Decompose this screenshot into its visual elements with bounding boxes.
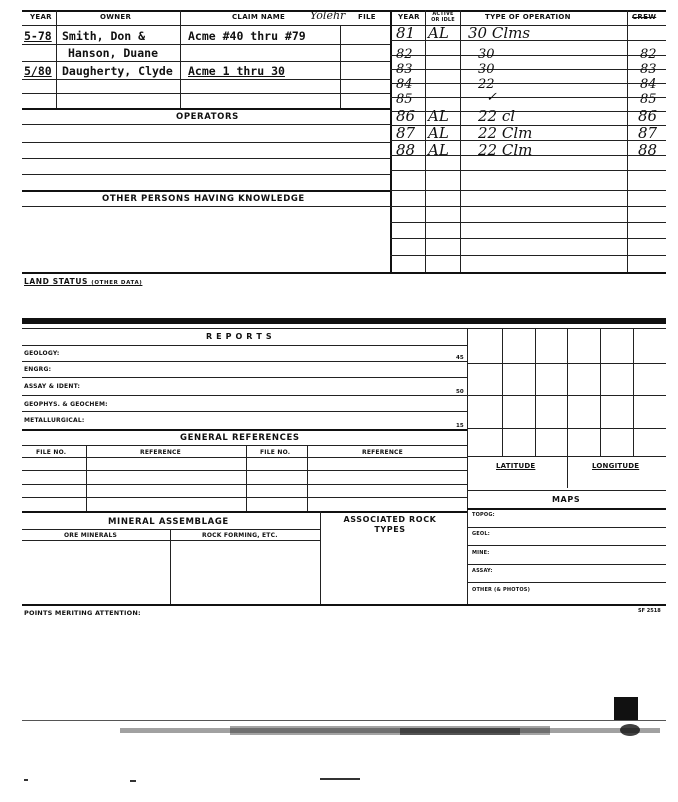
- owner-row-1-owner: Smith, Don &: [62, 29, 146, 43]
- report-metallurgical-num: 15: [456, 423, 464, 429]
- latitude-label: LATITUDE: [496, 462, 536, 470]
- op-8-year: 88: [396, 141, 416, 159]
- op-1-active: AL: [428, 24, 449, 42]
- header-file-handwritten: Yolehr: [310, 9, 346, 22]
- op-6-year: 86: [396, 107, 416, 125]
- op-7-active: AL: [428, 124, 449, 142]
- header-claim-name: CLAIM NAME: [232, 13, 286, 21]
- ref-header-file-no-2: FILE NO.: [260, 449, 291, 456]
- owner-row-3-owner: Daugherty, Clyde: [62, 64, 173, 78]
- op-1-type: 30 Clms: [468, 24, 531, 42]
- op-8-crew: 88: [638, 141, 658, 159]
- op-4-crew: 84: [640, 77, 657, 92]
- maps-other: OTHER (& PHOTOS): [472, 587, 531, 593]
- op-6-active: AL: [428, 107, 449, 125]
- ref-header-reference-2: REFERENCE: [362, 449, 403, 456]
- section-other-persons: OTHER PERSONS HAVING KNOWLEDGE: [102, 194, 305, 204]
- op-1-year: 81: [396, 24, 416, 42]
- op-2-crew: 82: [640, 47, 657, 62]
- op-7-year: 87: [396, 124, 416, 142]
- report-geology: GEOLOGY:: [24, 350, 60, 357]
- report-geology-num: 45: [456, 355, 464, 361]
- form-code: SF 2518: [638, 608, 661, 614]
- section-mineral-assemblage: MINERAL ASSEMBLAGE: [108, 517, 229, 527]
- op-6-type: 22 cl: [478, 107, 516, 125]
- owner-row-3-claim: Acme 1 thru 30: [188, 64, 285, 78]
- section-operators: OPERATORS: [176, 112, 239, 122]
- op-2-year: 82: [396, 47, 413, 62]
- op-6-crew: 86: [638, 107, 658, 125]
- report-assay: ASSAY & IDENT:: [24, 383, 81, 390]
- section-associated-rock-types: ASSOCIATED ROCK TYPES: [343, 515, 437, 534]
- section-general-references: GENERAL REFERENCES: [180, 433, 300, 443]
- op-5-type: ✓: [486, 90, 497, 105]
- header-file: FILE: [358, 13, 376, 21]
- owner-row-1-year: 5-78: [24, 29, 52, 43]
- owner-row-3-year: 5/80: [24, 64, 52, 78]
- report-metallurgical: METALLURGICAL:: [24, 417, 85, 424]
- op-8-type: 22 Clm: [478, 141, 533, 159]
- ref-header-reference: REFERENCE: [140, 449, 181, 456]
- report-geophys: GEOPHYS. & GEOCHEM:: [24, 401, 108, 408]
- op-5-crew: 85: [640, 92, 657, 107]
- header-crew: CREW: [632, 13, 657, 21]
- report-engrg: ENGRG:: [24, 366, 52, 373]
- owner-row-2-owner: Hanson, Duane: [68, 46, 159, 60]
- header-year: YEAR: [30, 13, 52, 21]
- header-type-of-operation: TYPE OF OPERATION: [485, 13, 571, 21]
- section-reports: R E P O R T S: [206, 332, 273, 341]
- section-land-status: [24, 277, 142, 286]
- owner-row-1-claim: Acme #40 thru #79: [188, 29, 306, 43]
- op-3-crew: 83: [640, 62, 657, 77]
- header-year-right: YEAR: [398, 13, 420, 21]
- ref-header-file-no: FILE NO.: [36, 449, 67, 456]
- land-status-sub: (OTHER DATA): [91, 280, 143, 286]
- maps-geol: GEOL:: [472, 531, 490, 537]
- op-7-type: 22 Clm: [478, 124, 533, 142]
- op-8-active: AL: [428, 141, 449, 159]
- land-status-label: LAND STATUS: [24, 277, 89, 286]
- maps-mine: MINE:: [472, 550, 490, 556]
- op-7-crew: 87: [638, 124, 658, 142]
- section-maps: MAPS: [552, 495, 581, 504]
- section-points: POINTS MERITING ATTENTION:: [24, 609, 141, 617]
- mineral-header-ore: ORE MINERALS: [64, 532, 118, 539]
- header-active-idle: ACTIVE OR IDLE: [431, 11, 455, 23]
- header-owner: OWNER: [100, 13, 132, 21]
- mineral-header-rock: ROCK FORMING, ETC.: [202, 532, 278, 539]
- op-3-type: 30: [478, 62, 495, 77]
- maps-topog: TOPOG:: [472, 512, 495, 518]
- report-assay-num: 50: [456, 389, 464, 395]
- op-2-type: 30: [478, 47, 495, 62]
- op-4-type: 22: [478, 77, 495, 92]
- op-3-year: 83: [396, 62, 413, 77]
- op-4-year: 84: [396, 77, 413, 92]
- op-5-year: 85: [396, 92, 413, 107]
- longitude-label: LONGITUDE: [592, 462, 640, 470]
- maps-assay: ASSAY:: [472, 568, 493, 574]
